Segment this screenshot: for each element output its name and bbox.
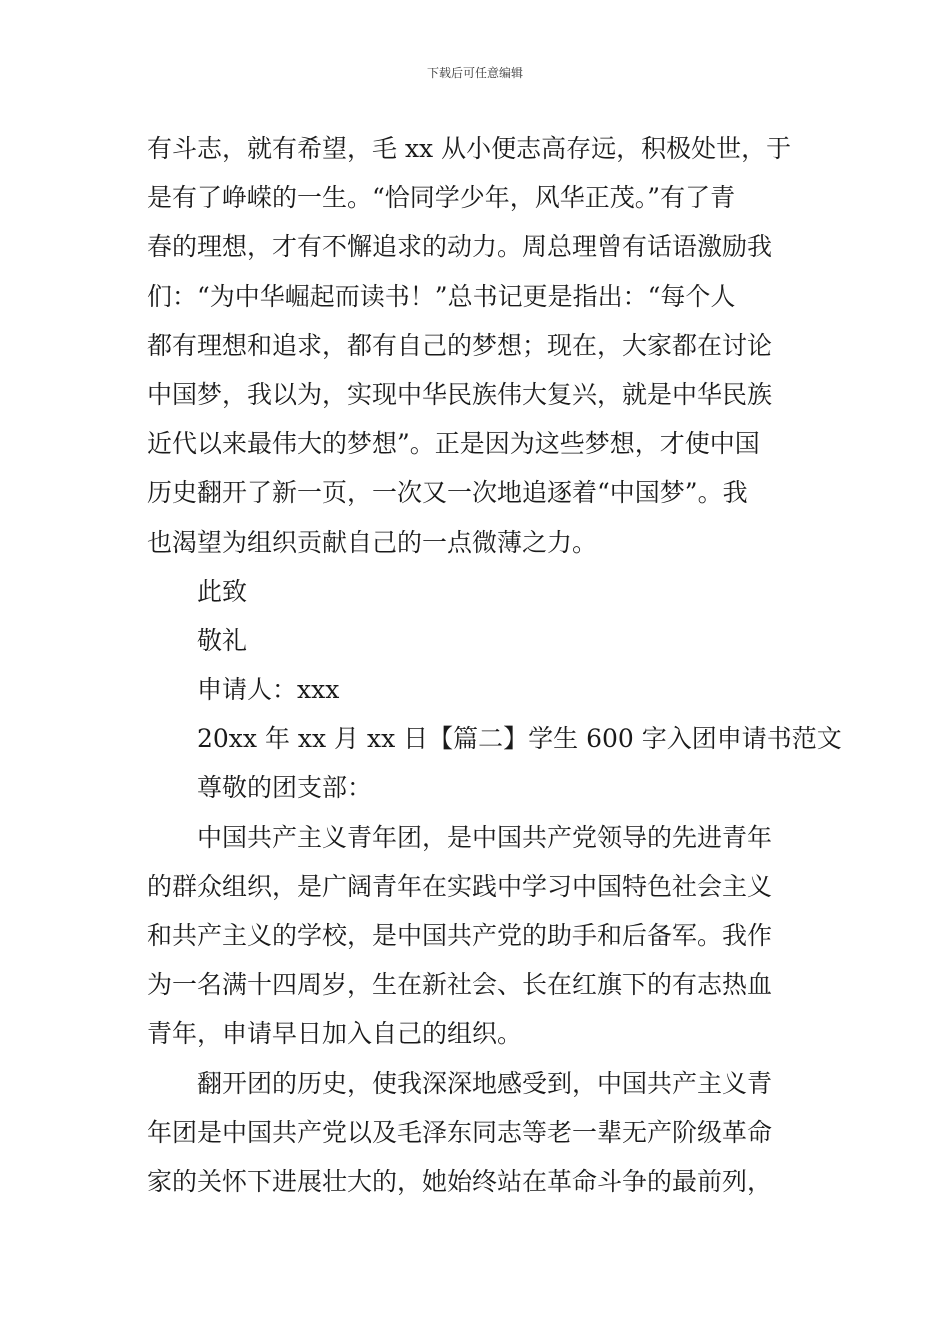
applicant-name: 申请人：xxx xyxy=(197,675,340,705)
text-line: 中国共产主义青年团，是中国共产党领导的先进青年 xyxy=(197,822,773,852)
text-line: 家的关怀下进展壮大的，她始终站在革命斗争的最前列， xyxy=(147,1166,773,1196)
greeting: 尊敬的团支部： xyxy=(197,773,373,803)
text-line: 都有理想和追求，都有自己的梦想；现在，大家都在讨论 xyxy=(147,330,773,360)
text-line: 的群众组织，是广阔青年在实践中学习中国特色社会主义 xyxy=(147,871,773,901)
text-line: 也渴望为组织贡献自己的一点微薄之力。 xyxy=(147,527,598,557)
text-line: 有斗志，就有希望，毛 xx 从小便志高存远，积极处世，于 xyxy=(147,134,792,163)
text-line: 近代以来最伟大的梦想”。正是因为这些梦想，才使中国 xyxy=(147,429,760,459)
text-line: 们：“为中华崛起而读书！”总书记更是指出：“每个人 xyxy=(147,281,736,311)
text-line: 为一名满十四周岁，生在新社会、长在红旗下的有志热血 xyxy=(147,970,773,1000)
closing-regards: 敬礼 xyxy=(197,625,248,655)
text-line: 青年，申请早日加入自己的组织。 xyxy=(147,1019,523,1049)
text-line: 春的理想，才有不懈追求的动力。周总理曾有话语激励我 xyxy=(147,232,773,262)
text-line: 历史翻开了新一页，一次又一次地追逐着“中国梦”。我 xyxy=(147,478,748,508)
text-line: 年团是中国共产党以及毛泽东同志等老一辈无产阶级革命 xyxy=(147,1117,773,1147)
closing-salutation: 此致 xyxy=(197,576,248,606)
text-line: 翻开团的历史，使我深深地感受到，中国共产主义青 xyxy=(197,1068,773,1098)
page-header: 下载后可任意编辑 xyxy=(426,66,523,80)
document-body xyxy=(147,124,842,1206)
date-and-section-title: 20xx 年 xx 月 xx 日【篇二】学生 600 字入团申请书范文 xyxy=(197,724,842,754)
text-line: 和共产主义的学校，是中国共产党的助手和后备军。我作 xyxy=(147,921,773,950)
text-line: 中国梦，我以为，实现中华民族伟大复兴，就是中华民族 xyxy=(147,379,773,409)
text-line: 是有了峥嵘的一生。“恰同学少年，风华正茂。”有了青 xyxy=(147,183,736,213)
